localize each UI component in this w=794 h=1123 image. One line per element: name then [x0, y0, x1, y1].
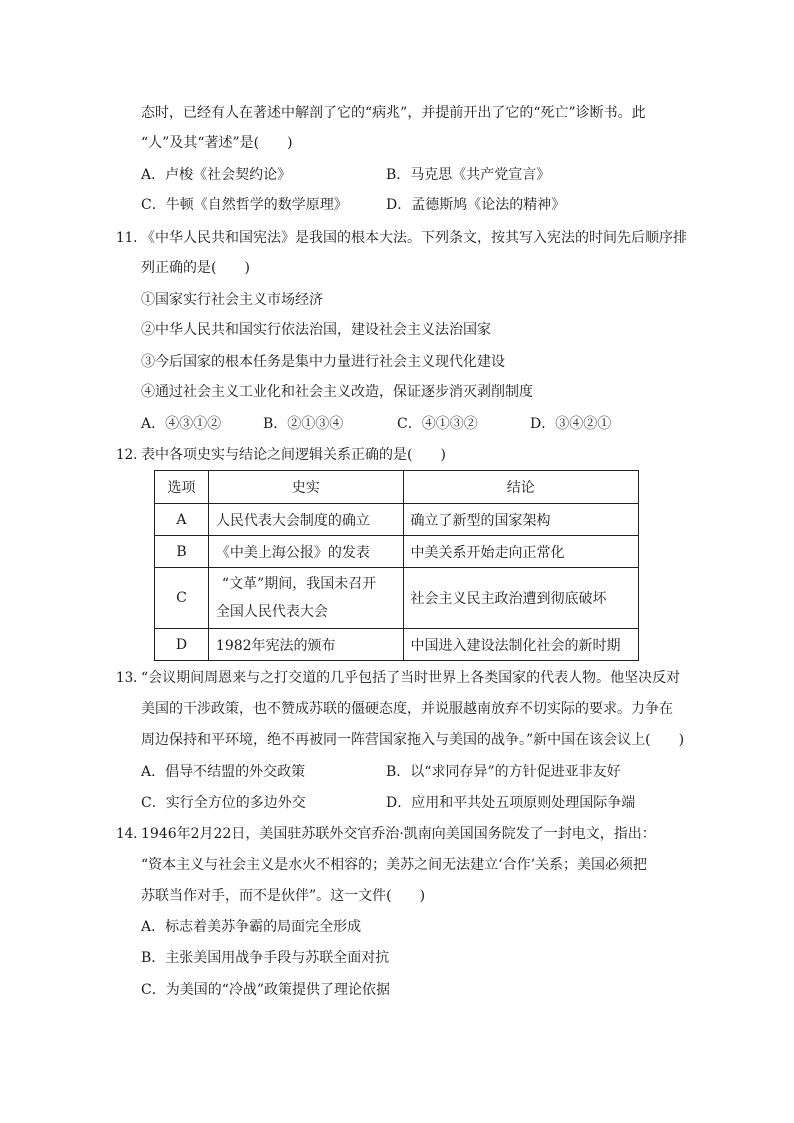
q14-stem-line3: 苏联当作对手，而不是伙伴”。这一文件( ): [141, 888, 426, 904]
q10-option-c: C．牛顿《自然哲学的数学原理》: [141, 197, 348, 213]
q12-stem: 表中各项史实与结论之间逻辑关系正确的是( ): [141, 447, 446, 463]
table-cell-conclusion: 中美关系开始走向正常化: [403, 536, 638, 568]
q11-item-1: ①国家实行社会主义市场经济: [141, 292, 323, 308]
q14-option-c: C．为美国的“冷战”政策提供了理论依据: [141, 982, 391, 998]
table-cell-fact-line2: 全国人民代表大会: [215, 604, 328, 620]
q11-number: 11.: [116, 230, 138, 246]
q13-option-d: D．应用和平共处五项原则处理国际争端: [386, 795, 636, 811]
q14-stem-line2: “资本主义与社会主义是水火不相容的；美苏之间无法建立‘合作’关系；美国必须把: [141, 857, 648, 873]
q11-option-a: A．④③①②: [141, 416, 222, 432]
table-header-row: [155, 471, 639, 504]
q11-option-d: D．③④②①: [530, 416, 612, 432]
table-cell-conclusion: 中国进入建设法制化社会的新时期: [403, 629, 638, 661]
q13-stem-line3: 周边保持和平环境，绝不再被同一阵营国家拖入与美国的战争。”新中国在该会议上( ): [141, 732, 685, 748]
q14-stem-line1: 1946年2月22日，美国驻苏联外交官乔治·凯南向美国国务院发了一封电文，指出：: [141, 826, 656, 842]
table-cell-option: A: [155, 504, 209, 536]
q10-option-d: D．孟德斯鸠《论法的精神》: [386, 197, 566, 213]
table-cell-fact: [208, 568, 403, 629]
table-cell-conclusion: 社会主义民主政治遭到彻底破坏: [403, 568, 638, 629]
q11-item-3: ③今后国家的根本任务是集中力量进行社会主义现代化建设: [141, 354, 505, 370]
table-header-option: 选项: [155, 471, 209, 504]
q13-stem-line2: 美国的干涉政策，也不赞成苏联的僵硬态度，并说服越南放弃不切实际的要求。力争在: [141, 701, 673, 717]
table-cell-option: D: [155, 629, 209, 661]
table-header-fact: 史实: [208, 471, 403, 504]
table-row: [155, 629, 639, 661]
q12-table: [154, 470, 639, 661]
table-row: [155, 536, 639, 568]
q14-number: 14.: [116, 826, 138, 842]
q13-option-b: B．以“求同存异”的方针促进亚非友好: [386, 764, 621, 780]
q13-number: 13.: [116, 670, 138, 686]
table-cell-fact: 《中美上海公报》的发表: [208, 536, 403, 568]
q11-item-2: ②中华人民共和国实行依法治国，建设社会主义法治国家: [141, 322, 491, 338]
q14-option-b: B．主张美国用战争手段与苏联全面对抗: [141, 950, 390, 966]
q11-stem-line1: 《中华人民共和国宪法》是我国的根本大法。下列条文，按其写入宪法的时间先后顺序排: [141, 230, 687, 246]
q10-option-a: A．卢梭《社会契约论》: [141, 167, 292, 183]
q11-option-b: B．②①③④: [263, 416, 344, 432]
q11-item-4: ④通过社会主义工业化和社会主义改造，保证逐步消灭剥削制度: [141, 384, 533, 400]
q13-option-c: C．实行全方位的多边外交: [141, 795, 306, 811]
q12-number: 12.: [116, 447, 138, 463]
q10-stem-line2: “人”及其“著述”是( ): [141, 135, 293, 151]
q11-option-c: C．④①③②: [397, 416, 478, 432]
q11-stem-line2: 列正确的是( ): [141, 260, 250, 276]
table-header-conclusion: 结论: [403, 471, 638, 504]
table-row: [155, 504, 639, 536]
table-cell-option: B: [155, 536, 209, 568]
q10-stem-line1: 态时，已经有人在著述中解剖了它的“病兆”，并提前开出了它的“死亡”诊断书。此: [141, 105, 646, 121]
q10-option-b: B．马克思《共产党宣言》: [386, 167, 551, 183]
table-cell-fact-line1: “文革”期间，我国未召开: [221, 576, 377, 592]
table-cell-option: C: [155, 568, 209, 629]
table-row: [155, 568, 639, 629]
table-cell-fact: 人民代表大会制度的确立: [208, 504, 403, 536]
table-cell-conclusion: 确立了新型的国家架构: [403, 504, 638, 536]
q14-option-a: A．标志着美苏争霸的局面完全形成: [141, 919, 362, 935]
q13-stem-line1: “会议期间周恩来与之打交道的几乎包括了当时世界上各类国家的代表人物。他坚决反对: [141, 670, 681, 686]
table-cell-fact: 1982年宪法的颁布: [208, 629, 403, 661]
q13-option-a: A．倡导不结盟的外交政策: [141, 764, 306, 780]
